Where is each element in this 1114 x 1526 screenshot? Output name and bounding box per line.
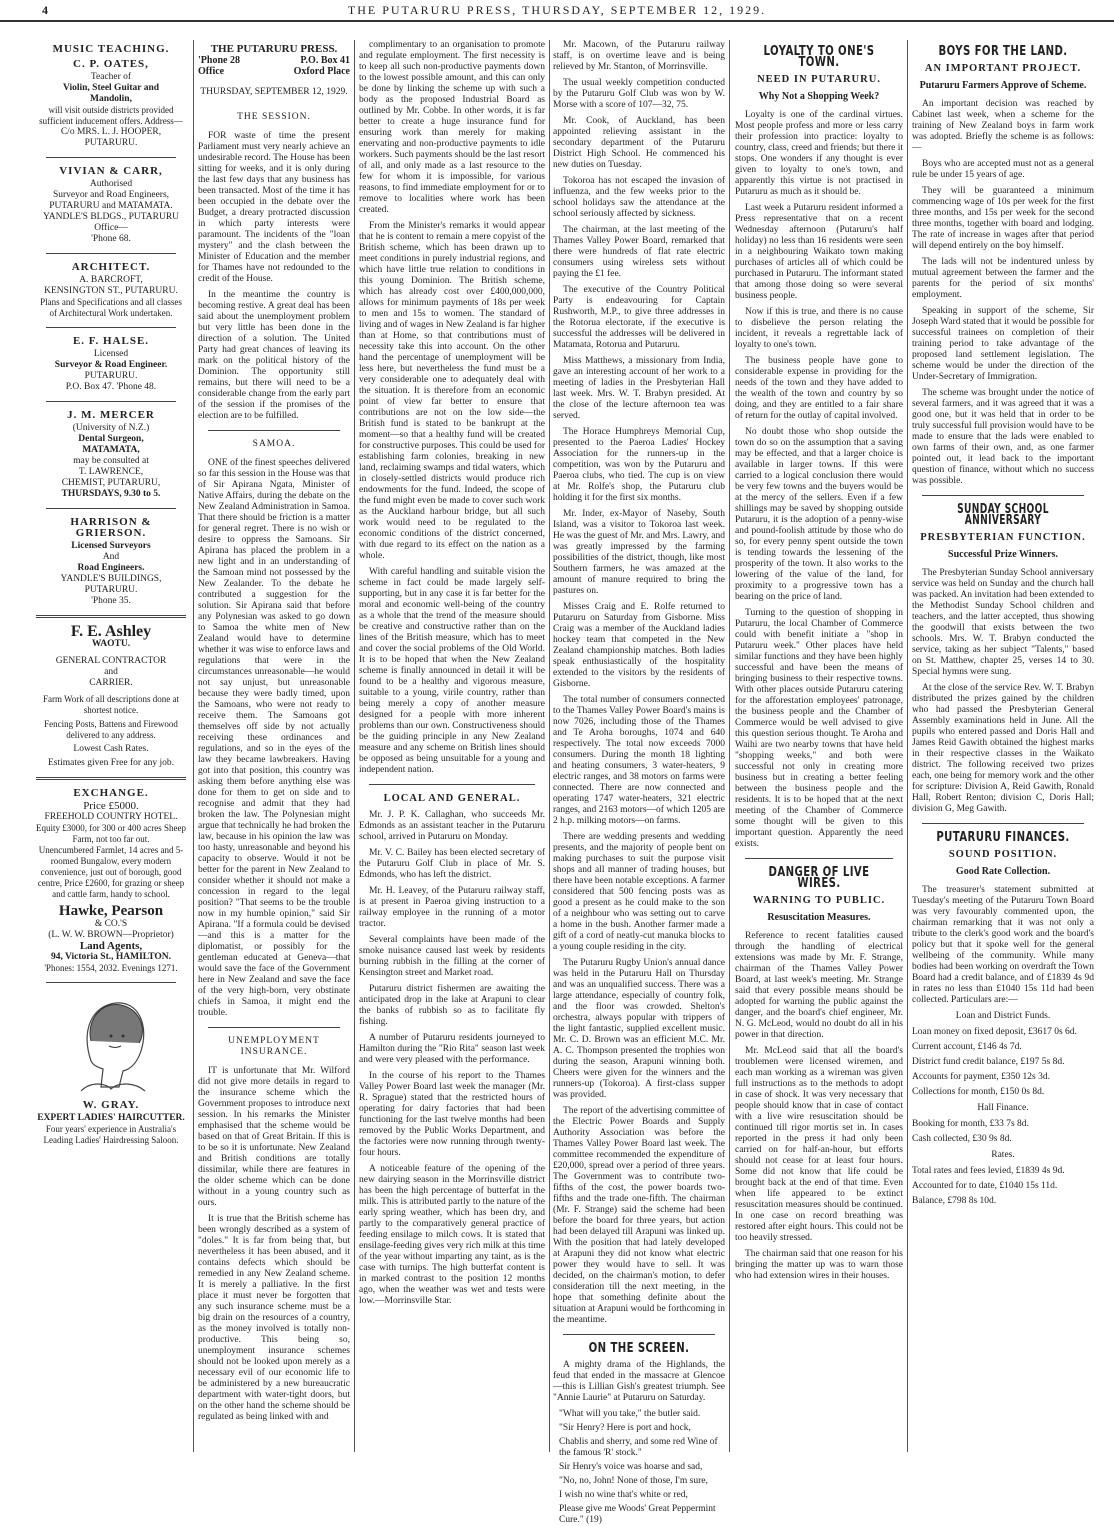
ad-text: Equity £3000, for 300 or 400 acres Sheep Farm, not too far out.: [36, 823, 186, 844]
divider: [922, 495, 1084, 496]
ad-price: Price £5000.: [83, 800, 139, 812]
ad-line: KENSINGTON ST., PUTARURU.: [44, 286, 178, 296]
ad-line: Violin, Steel Guitar and: [62, 83, 160, 93]
ad-exchange: [36, 788, 186, 900]
news-item: The total number of consumers connected to the Thames Valley Power Board's mains is now 7026, including those of the Thames and Te Aroha boroughs, 1074 and 640 respectively. The total now exceeds 7000 consumers. During the month 18 lighting and heating consumers, 3 water-heaters, 9 electric ranges, and 38 motors on farms were connected. There are now connected and operating 1747 water-heaters, 321 electric ranges, and 2163 motors—of which 1205 are 2 h.p. milking motors—on farms.: [553, 695, 725, 826]
divider: [46, 508, 176, 509]
finance-line: Accounts for payment, £350 12s 3d.: [912, 1072, 1050, 1082]
article-paragraph: FOR waste of time the present Parliament must very nearly achieve an undesirable record. The House has been sitting for weeks, and it is only during the last few days that any business has been transacted. Most of the time it has been occupied in the debate over the Budget, a dreary protracted discussion in which party interests were paramount. The incidents of the "loan mystery" and the clash between the Minister of Education and the member for Thames have not redounded to the credit of the House.: [198, 131, 350, 284]
ad-line: Estimates given Free for any job.: [47, 758, 175, 768]
paper-name: THE PUTARURU PRESS.: [210, 43, 338, 55]
ad-mercer: [36, 410, 186, 500]
divider: [46, 157, 176, 158]
article-heading: LOCAL AND GENERAL.: [383, 793, 521, 804]
ad-heading: VIVIAN & CARR,: [59, 165, 163, 177]
ad-line: Land Agents,: [79, 940, 143, 952]
ad-line: P.O. Box 47. 'Phone 48.: [65, 382, 157, 392]
news-item: Several complaints have been made of the smoke nuisance caused last week by residents burning rubbish in the filling at the corner of Kensington street and Market road.: [359, 935, 545, 978]
ad-line: Licensed Surveyors: [71, 541, 151, 551]
finance-line: Collections for month, £150 0s 8d.: [912, 1087, 1045, 1097]
news-item: A noticeable feature of the opening of the new dairying season in the Morrinsville district has been the high percentage of butterfat in the milk. This is attributed partly to the nature of the early spring weather, which has been dry, and partly to the comparatively general practice of feeding ensilage to milch cows. It is stated that ensilage-feeding gives very rich milk at this time of the year without imparting any taint, as is the case with turnips. The high butterfat content is in marked contrast to the position 12 months ago, when the weather was wet and tests were low.—Morrinsville Star.: [359, 1164, 545, 1306]
article-paragraph: Last week a Putaruru resident informed a Press representative that on a recent Wednesday afternoon (Putaruru's half holiday) no less than 16 residents were seen in a neighbouring Waikato town making purchases of articles all of which could be purchased in Putaruru. The informant stated that among those doing so were several business people.: [735, 203, 903, 301]
ad-heading: E. F. HALSE.: [72, 335, 150, 347]
finance-subheading: Hall Finance.: [977, 1103, 1029, 1113]
ad-halse: [36, 336, 186, 393]
ad-line: & CO.'S: [94, 919, 128, 929]
article-paragraph: The Presbyterian Sunday School anniversary service was held on Sunday and the church hall was packed. An invitation had been extended to the Methodist Sunday School children and teachers, and the latter accepted, thus showing the goodwill that exists between the two schools. Mrs. W. T. Brabyn conducted the service, taking as her subject "Talents," based on St. Matthew, chapter 25, verses 14 to 30. Special hymns were sung.: [912, 568, 1094, 677]
article-paragraph: An important decision was reached by Cabinet last week, when a scheme for the training of New Zealand boys in farm work was adopted. Briefly the scheme is as follows:—: [912, 99, 1094, 153]
ad-text: Fencing Posts, Battens and Firewood delivered to any address.: [44, 719, 178, 740]
column-loyalty: [735, 40, 903, 1450]
ad-line: YANDLE'S BLDGS., PUTARURU: [42, 212, 180, 222]
column-rule: [354, 40, 355, 1452]
ad-line: Licensed: [93, 349, 129, 359]
ad-line: FREEHOLD COUNTRY HOTEL.: [44, 812, 178, 822]
divider: [745, 858, 893, 859]
poem-line: Sir Henry's voice was hoarse and sad,: [559, 1462, 703, 1472]
ad-harrison-grierson: [36, 517, 186, 607]
poem-line: "Sir Henry? Here is port and hock,: [559, 1423, 691, 1433]
news-item: The report of the advertising committee of the Electric Power Boards and Supply Authority Association was before the Thames Valley Power Board last week. The committee recommended the expenditure of £20,000, spread over a period of three years. The Government was to contribute two-fifths of the cost, the power boards two-fifths and the trade one-fifth. The chairman (Mr. F. Strange) said the scheme had been before the board for three years, but action had been delayed till Arapuni was linked up. With the position that had lately developed at Arapuni they did not know what electric power they would have to sell. It was decided, on the chairman's motion, to defer consideration till the next meeting, in the hope that something definite about the situation at Arapuni would be forthcoming in the meantime.: [553, 1106, 725, 1325]
article-paragraph: A mighty drama of the Highlands, the feud that ended in the massacre at Glencoe—this is Lillian Gish's greatest triumph. See "Annie Laurie" at Putaruru on Saturday.: [553, 1360, 725, 1403]
ad-line: Surveyor and Road Engineers,: [52, 190, 170, 200]
article-subheading: Good Rate Collection.: [955, 866, 1051, 877]
article-paragraph: Reference to recent fatalities caused through the handling of electrical extensions was made by Mr. F. Strange, chairman of the Thames Valley Power Board, at last week's meeting. Mr. Strange said that every possible means should be adopted for warning the public against the danger, and the board's chief engineer, Mr. N. G. McLeod, would no doubt do all in his power in that direction.: [735, 931, 903, 1040]
article-paragraph: With careful handling and suitable vision the scheme in fact could be made largely self-supporting, but in any case it is far better for the moral and economic well-being of the country as a whole that the trend of the measure should be creative and constructive rather than on the lines of the British measure, which has to meet and cover the social problems of the Old World. It is to be hoped that when the New Zealand scheme is finally announced in detail it will be found to be a healthy and vigorous measure, suitable to a young, virile country, rather than being merely a copy of another measure designed for a people with more inherent problems than our own. Constructiveness should be the guiding principle in any New Zealand measure and any scheme on British lines should be opposed as being unsuitable for a young and independent nation.: [359, 567, 545, 775]
contact-row: [198, 55, 350, 66]
article-heading: SUNDAY SCHOOL ANNIVERSARY: [957, 502, 1049, 528]
ad-line: PUTARURU.: [84, 138, 138, 148]
article-paragraph: Turning to the question of shopping in Putaruru, the local Chamber of Commerce could with benefit initiate a "shop in Putaruru week." Other places have held similar functions and they have been highly successful and have been the means of bringing business to their respective towns. With other places outside Putaruru catering for the afforestation employees' patronage, the business people and the Chamber of Commerce would be well advised to give this question serious thought. Te Aroha and Waihi are two nearby towns that have held "shopping weeks," and both were successful not only in creating more business but in creating a better feeling between the business people and the residents. It is to be hoped that at the next meeting of the Chamber of Commerce some thought will be given to this important question. Apparently the need exists.: [735, 608, 903, 849]
article-paragraph: The treasurer's statement submitted at Tuesday's meeting of the Putaruru Town Board was very favourably commented upon, the chairman remarking that it was not only a tribute to the clerk's good work and the board's policy but that it spoke well for the general wellbeing of the community. While many bodies had been working on overdraft the Town Board had a credit balance, and of £1839 4s 9d in rates no less than £1040 15s 11d had been collected. Particulars are:—: [912, 885, 1094, 1005]
news-item: The Horace Humphreys Memorial Cup, presented to the Paeroa Ladies' Hockey Association for the runners-up in the competition, was won by the Putaruru and Paeroa clubs, who tied. The cup is on view at Mr. Rolfe's shop, the Putaruru club holding it for the first six months.: [553, 427, 725, 503]
article-paragraph: Now if this is true, and there is no cause to disbelieve the person relating the incident, it reveals a regrettable lack of loyalty to one's town.: [735, 307, 903, 350]
ad-line: Surveyor & Road Engineer.: [54, 360, 168, 370]
article-paragraph: They will be guaranteed a minimum commencing wage of 10s per week for the first three months, and 15s per week for the second three months, together with board and lodging. The rate of increase in wages after that period will depend entirely on the boy himself.: [912, 186, 1094, 251]
ad-line: 94, Victoria St., HAMILTON.: [50, 952, 172, 962]
ad-line: THURSDAYS, 9.30 to 5.: [61, 489, 161, 499]
news-item: Mr. H. Leavey, of the Putaruru railway staff, is at present in Paeroa giving instruction to a railway employee in the running of a motor tractor.: [359, 886, 545, 929]
office-label: Office: [198, 66, 225, 77]
article-heading: LOYALTY TO ONE'S TOWN.: [763, 44, 875, 70]
article-paragraph: The lads will not be indentured unless by mutual agreement between the farmer and the parents for the period of six months' employment.: [912, 257, 1094, 300]
article-paragraph: The business people have gone to considerable expense in providing for the needs of the town and they have added to the wealth of the town and country by so doing, and they are entitled to a fair share of return for the outlay of capital involved.: [735, 356, 903, 421]
ad-vivian-carr: [36, 166, 186, 245]
finance-line: Current account, £146 4s 7d.: [912, 1042, 1022, 1052]
news-item: Mr. J. P. K. Callaghan, who succeeds Mr. Edmonds as an assistant teacher in the Putaruru school, arrived in Putaruru on Monday.: [359, 810, 545, 842]
divider: [46, 253, 176, 254]
issue-date: THURSDAY, SEPTEMBER 12, 1929.: [200, 87, 348, 97]
ad-text: Four years' experience in Australia's Leading Ladies' Hairdressing Saloon.: [43, 1124, 179, 1145]
masthead: [0, 0, 1114, 22]
ad-line: MATAMATA,: [82, 445, 140, 455]
news-item: Mr. Macown, of the Putaruru railway staff, is on overtime leave and is being relieved by Mr. Stanton, of Morrinsville.: [553, 40, 725, 72]
news-item: Tokoroa has not escaped the invasion of influenza, and the few weeks prior to the school holidays saw the attendance at the school seriously affected by sickness.: [553, 176, 725, 219]
finance-line: Accounted for to date, £1040 15s 11d.: [912, 1181, 1058, 1191]
ad-line: T. LAWRENCE,: [78, 467, 144, 477]
article-heading: DANGER OF LIVE WIRES.: [768, 865, 870, 891]
news-item: Mr. Inder, ex-Mayor of Naseby, South Island, was a visitor to Tokoroa last week. He was the guest of Mr. and Mrs. Lawry, and was greatly impressed by the farming possibilities of the district, though, like most Southern farmers, he was amazed at the amount of manure required to bring the pastures on.: [553, 509, 725, 596]
article-paragraph: From the Minister's remarks it would appear that he is content to remain a mere copyist of the British scheme, which has been drawn up to meet conditions in purely industrial regions, and which have little true relation to conditions in this young Dominion. The British scheme, which has already cost over £400,000,000, allows for minimum payments of 18s per week to men and 15s to women. The standard of living and of wages in New Zealand is far higher than at Home, so that contributions must of necessity take this into account. On the other hand the percentage of unemployment will be less here, but nevertheless the fund must be a very considerable one to adequately deal with the situation. It is therefore from an economic point of view far better to ensure that contributions are not on the low side—the British fund is stated to be bankrupt at the moment—so that a healthy fund will be created for constructive purposes. This could be used for establishing farm colonies, breaking in new land, reclaiming swamps and tidal waters, which in closely-settled districts would produce rich endowments for the fund. Indeed, the scope of the fund might even be made to cover such work as the Auckland harbour bridge, but all such work would need to be regulated to the economic conditions of the district concerned, with due regard to its effect on the nation as a whole.: [359, 221, 545, 561]
ad-line: Teacher of: [90, 72, 132, 82]
ad-line: 'Phone 68.: [91, 234, 131, 244]
article-heading: THE SESSION.: [237, 112, 311, 122]
ad-line: PUTARURU and MATAMATA.: [49, 201, 173, 211]
poem-line: "No, no, John! None of those, I'm sure,: [559, 1476, 708, 1486]
ad-line: Authorised: [89, 179, 133, 189]
poem-line: Please give me Woods' Great Peppermint Cure." (19): [559, 1504, 716, 1525]
article-subheading: SOUND POSITION.: [948, 849, 1058, 860]
divider: [563, 1334, 715, 1335]
portrait-illustration: [61, 991, 161, 1096]
finance-subheading: Rates.: [991, 1150, 1015, 1160]
office-place: Oxford Place: [293, 66, 350, 77]
article-heading: ON THE SCREEN.: [588, 1341, 690, 1356]
finance-line: Loan money on fixed deposit, £3617 0s 6d.: [912, 1027, 1077, 1037]
news-item: Mr. V. C. Bailey has been elected secretary of the Putaruru Golf Club in place of Mr. S. Edmonds, who has left the district.: [359, 848, 545, 880]
ad-music-teaching: [36, 44, 186, 149]
article-heading: PUTARURU FINANCES.: [936, 830, 1070, 845]
ad-hawke-pearson: [36, 903, 186, 974]
ad-text: Plans and Specifications and all classes of Architectural Work undertaken.: [40, 297, 182, 318]
finance-line: Total rates and fees levied, £1839 4s 9d.: [912, 1166, 1065, 1176]
ad-line: EXPERT LADIES' HAIRCUTTER.: [37, 1113, 185, 1123]
ad-name: A. BARCROFT,: [79, 275, 143, 285]
news-item: The usual weekly competition conducted by the Putaruru Golf Club was won by W. Morse with a score of 107—32, 75.: [553, 78, 725, 110]
column-rule: [549, 40, 550, 1452]
article-heading: SAMOA.: [252, 439, 296, 449]
column-editorial-continued: [359, 40, 545, 1450]
ad-gray-haircutter: [36, 991, 186, 1146]
ad-name: C. P. OATES,: [73, 58, 149, 70]
ad-heading: ARCHITECT.: [71, 261, 151, 273]
ad-line: CARRIER.: [89, 678, 133, 688]
divider: [46, 327, 176, 328]
ad-heading: F. E. Ashley: [70, 623, 152, 640]
ad-heading: MUSIC TEACHING.: [52, 43, 170, 55]
article-subheading: Putaruru Farmers Approve of Scheme.: [919, 80, 1087, 91]
divider: [46, 401, 176, 402]
article-paragraph: In the meantime the country is becoming restive. A great deal has been said about the unemployment problem but very little has been done in the direction of a solution. The United Party had great chances of leaving its mark on the political history of the Dominion. The opportunity still remains, but there will need to be a considerable change from the early part of the session if the promises of the election are to be fulfilled.: [198, 290, 350, 421]
column-rule: [907, 40, 908, 1452]
ad-line: Office—: [94, 223, 128, 233]
ad-line: Mandolin,: [90, 94, 132, 104]
news-item: There are wedding presents and wedding presents, and the majority of people bent on making purchases to suit the purpose visit shops and all manner of trading houses, but there have been notable exceptions. A farmer considered that 500 fencing posts was as good a present as he could make to the son of a neighbour who was setting out to carve a home in the bush. Another farmer made a gift of a cord of neatly-cut manuka blocks to a young couple residing in the city.: [553, 832, 725, 952]
divider: [208, 1027, 340, 1028]
news-item: In the course of his report to the Thames Valley Power Board last week the manager (Mr. R. Sprague) stated that the restricted hours of operating for dairy factories that had been functioning for the last twelve months had been removed by the Public Works Department, and the factories were now running through twenty-four hours.: [359, 1071, 545, 1158]
article-paragraph: Loyalty is one of the cardinal virtues. Most people profess and more or less carry their profession into practice: loyalty to country, class, creed and friends; but there it stops. One wonders if any thought is ever given to loyalty to one's town, and apparently this virtue is not practised in Putaruru as much as it should be.: [735, 110, 903, 197]
article-paragraph: It is true that the British scheme has been wrongly described as a system of "doles." It is far from being that, but nevertheless it has been abused, and it contains defects which should be remedied in any New Zealand scheme. It is merely a palliative. In the first place it must never be forgotten that any such insurance scheme must be a big drain on the resources of a country, as the money involved is totally non-productive. This being so, unemployment insurance schemes should not be looked upon merely as a necessary evil of our economic life to be administered by a new bureaucratic department with water-tight doors, but on the other hand the scheme should be regulated as being linked with and: [198, 1214, 350, 1422]
article-paragraph: The chairman said that one reason for his bringing the matter up was to warn those who had extension wires in their houses.: [735, 1249, 903, 1281]
ad-line: CHEMIST, PUTARURU,: [61, 478, 161, 488]
news-item: The executive of the Country Political Party is endeavouring for Captain Rushworth, M.P., to give three addresses in the Rotorua electorate, if the executive is successful the addresses will be delivered in Matamata, Rotorua and Putaruru.: [553, 285, 725, 350]
article-paragraph: IT is unfortunate that Mr. Wilford did not give more details in regard to the insurance scheme which the Government proposes to introduce next session. In his remarks the Minister emphasised that the scheme would be based on that of Great Britain. If this is to be so it is unfortunate. New Zealand and British conditions are totally dissimilar, while there are features in the older scheme which can be done without in a young country such as ours.: [198, 1066, 350, 1208]
article-paragraph: Boys who are accepted must not as a general rule be under 15 years of age.: [912, 159, 1094, 180]
ad-heading: HARRISON & GRIERSON.: [70, 516, 152, 539]
ad-line: Road Engineers.: [77, 563, 145, 573]
news-item: Misses Craig and E. Rolfe returned to Putaruru on Saturday from Gisborne. Miss Craig was a member of the Auckland ladies hockey team that competed in the New Zealand championship matches. Both ladies speak enthusiastically of the hospitality extended to the visitors by the residents of Gisborne.: [553, 602, 725, 689]
ad-line: PUTARURU.: [84, 371, 138, 381]
article-paragraph: Mr. McLeod said that all the board's troublemen were licensed wiremen, and each man working as a wireman was given full instructions as to the methods to adopt in case of shock. It was very necessary that people should know that in case of contact with a live wire resuscitation should be continued till rigor mortis set in. In cases reported in the press it had only been carried on for half-an-hour, but efforts should not cease for at least four hours. Some did not know that life could be brought back at the end of that time. Even when life appeared to be extinct resuscitation measures should be continued. In one case on record breathing was restored after eight hours. This could not be too heavily stressed.: [735, 1046, 903, 1243]
article-heading: BOYS FOR THE LAND.: [938, 44, 1068, 59]
ad-line: Lowest Cash Rates.: [73, 744, 149, 754]
ad-line: C/o MRS. L. J. HOOPER,: [60, 127, 162, 137]
contact-row: [198, 66, 350, 77]
divider: [36, 777, 186, 780]
finance-line: Cash collected, £30 9s 8d.: [912, 1134, 1012, 1144]
column-features: [912, 40, 1094, 1450]
ad-line: may be consulted at: [73, 456, 149, 466]
ad-line: 'Phones: 1554, 2032. Evenings 1271.: [44, 963, 178, 973]
divider: [36, 615, 186, 618]
column-rule: [193, 40, 194, 1452]
divider: [46, 982, 176, 983]
article-subheading: PRESBYTERIAN FUNCTION.: [920, 532, 1086, 543]
divider: [369, 784, 535, 785]
news-item: Putaruru district fishermen are awaiting the anticipated drop in the lake at Arapuni to clear the banks of rubbish so as to facilitate fly fishing.: [359, 984, 545, 1027]
news-item: The chairman, at the last meeting of the Thames Valley Power Board, remarked that there were hundreds of flat rate electric consumers using wireless sets without paying the £1 fee.: [553, 225, 725, 279]
ad-line: Dental Surgeon,: [78, 434, 144, 444]
page-number: 4: [42, 3, 50, 17]
po-box: P.O. Box 41: [300, 55, 350, 66]
news-item: The Putaruru Rugby Union's annual dance was held in the Putaruru Hall on Thursday and was an unqualified success. There was a large attendance, especially of country folk, and the floor was crowded. Shelton's orchestra, always popular with trippers of the light fantastic, supplied excellent music. Mr. C. D. Brown was an efficient M.C. Mr. A. C. Thompson presented the trophies won during the season, Arapuni winning both. Cheers were given for the winners and the runners-up (Tokoroa). A first-class supper was provided.: [553, 958, 725, 1100]
article-subheading: NEED IN PUTARURU.: [757, 74, 881, 85]
ad-line: 'Phone 35.: [91, 596, 131, 606]
article-heading: UNEMPLOYMENT INSURANCE.: [228, 1036, 320, 1057]
column-rule: [729, 40, 730, 1452]
poem-line: I wish no wine that's white or red,: [559, 1490, 688, 1500]
column-editorial: [198, 40, 350, 1450]
ad-line: and: [104, 667, 118, 677]
ad-name: W. GRAY.: [82, 1099, 140, 1111]
article-subheading: Successful Prize Winners.: [948, 549, 1058, 560]
article-subheading: WARNING TO PUBLIC.: [752, 895, 886, 906]
finance-subheading: Loan and District Funds.: [955, 1011, 1051, 1021]
ad-line: GENERAL CONTRACTOR: [55, 656, 167, 666]
ad-heading: J. M. MERCER: [67, 409, 155, 421]
article-paragraph: Speaking in support of the scheme, Sir Joseph Ward stated that it would be possible for successful trainees on completion of their training period to take advantage of the proposed land settlement legislation. The scheme would be under the direction of the Under-Secretary of Immigration.: [912, 306, 1094, 382]
ad-line: And: [102, 552, 120, 562]
ad-text: will visit outside districts provided sufficient inducement offers. Address—: [39, 105, 183, 126]
article-paragraph: complimentary to an organisation to promote and regulate employment. The first necessity is to keep all such non-productive payments down to the lowest possible amount, and this can only be done by linking the scheme up with such a body as the proposed Industrial Board as outlined by Mr. Cobbe. In other words, it is far better to create a huge insurance fund for ensuring work than merely for making enervating and non-productive payments to idle workers. Such payments should be the last resort of all, and only made as a last resource to the few for whom it is impossible, for various reasons, to find immediate employment for or to remove to localities where work has been created.: [359, 40, 545, 215]
newspaper-header: THE PUTARURU PRESS, THURSDAY, SEPTEMBER 12, 1929.: [347, 3, 767, 17]
ad-line: YANDLE'S BUILDINGS,: [60, 574, 162, 584]
news-item: Miss Matthews, a missionary from India, gave an interesting account of her work to a meeting of ladies in the Presbyterian Hall last week. Mrs. W. T. Brabyn presided. At the close of the lecture afternoon tea was served.: [553, 356, 725, 421]
ad-heading: Hawke, Pearson: [58, 903, 164, 919]
article-paragraph: At the close of the service Rev. W. T. Brabyn distributed the prizes gained by the children who had passed the Presbyterian General Assembly examinations held in June. All the pupils who entered passed and Doris Hall and James Reid Gawith obtained the highest marks in their respective classes in the Waikato district. The following received two prizes each, one being for memory work and the other for scripture: Division A, Reid Gawith, Ronald Hall, Robert Renton; division C, Doris Hall; division G, Meg Gawith.: [912, 683, 1094, 814]
news-item: Mr. Cook, of Auckland, has been appointed relieving assistant in the secondary department of the Putaruru District High School. He commenced his new duties on Tuesday.: [553, 116, 725, 170]
ad-ashley: [36, 623, 186, 769]
ad-line: (University of N.Z.): [72, 423, 150, 433]
divider: [922, 823, 1084, 824]
ad-text: Unencumbered Farmlet, 14 acres and 5-roomed Bungalow, every modern convenience, just out of borough, good centre, Price £2600, for grazing or sheep and cattle farm, handy to school.: [37, 845, 185, 899]
divider: [208, 430, 340, 431]
ad-line: WAOTU.: [91, 639, 131, 649]
news-item: A number of Putaruru residents journeyed to Hamilton during the "Rio Rita" season last week and were very pleased with the performance.: [359, 1033, 545, 1065]
finance-line: District fund credit balance, £197 5s 8d.: [912, 1057, 1065, 1067]
article-subheading: Resuscitation Measures.: [767, 912, 871, 923]
article-subheading: Why Not a Shopping Week?: [758, 91, 880, 102]
ad-heading: EXCHANGE.: [73, 787, 149, 799]
ad-architect: [36, 262, 186, 319]
ad-line: PUTARURU.: [84, 585, 138, 595]
phone: 'Phone 28: [198, 55, 240, 66]
finance-line: Balance, £798 8s 10d.: [912, 1196, 997, 1206]
article-paragraph: ONE of the finest speeches delivered so far this session in the House was that of Sir Apirana Ngata, Minister of Native Affairs, during the debate on the New Zealand Administration in Samoa. That there should be friction is a matter for general regret. There is no wish or desire to oppress the Samoans. Sir Apirana has placed the problem in a new light and in an understanding of the Samoan mind not possessed by the New Zealander. To the debate he contributed a suggestion for the solution. Sir Apirana said that before any Polynesian was asked to go down to Samoa the white men of New Zealand would have to determine whether it was wise to enforce laws and regulations that were in the circumstances unreasonable—he would not say unjust, but unreasonable because they were badly timed, upon the Samoans, who were not ready to receive them. The Samoans got themselves off side by not actually receiving these ordinances and regulations, and so in the eyes of the law they became lawbreakers. Having got into that position, this country was asking them before anything else was done for them to get on side and to recognise and admit that they had broken the law. The Polynesian might argue that technically he had broken the law, because in his opinion the law was too hasty, unreasonable and beyond his capacity to observe. Would it not be better for the parent in New Zealand to consider whether it should not make a concession in regard to the legal position? "That seems to be the trouble now in my humble opinion," said Sir Apirana. "If a formula could be devised—and this is a matter for the diplomatist, or possibly for the gentleman educated at Geneva—that would save the face of the Government here in New Zealand and save the face of the very high-born, very obstinate chiefs in Samoa, it might end the trouble.: [198, 458, 350, 1018]
poem-line: Chablis and sherry, and some red Wine of the famous 'R' stock.": [559, 1437, 718, 1458]
ad-line: (L. W. W. BROWN—Proprietor): [48, 930, 174, 940]
poem-line: "What will you take," the butler said.: [559, 1409, 701, 1419]
article-paragraph: The scheme was brought under the notice of several farmers, and it was agreed that it was a good one, but it was held that in order to be truly successful full provision would have to be made to ensure that the lads were enabled to own farms of their own, and, as one farmer pointed out, it lead back to the important question of finance, without which no success was possible.: [912, 388, 1094, 486]
column-advertisements: [36, 40, 186, 1450]
ad-text: Farm Work of all descriptions done at shortest notice.: [42, 694, 180, 715]
column-local-news: [553, 40, 725, 1525]
finance-line: Booking for month, £33 7s 8d.: [912, 1119, 1029, 1129]
article-paragraph: No doubt those who shop outside the town do so on the assumption that a saving may be effected, and that a larger choice is available in larger towns. If this were carried to a logical conclusion there would be very few towns and the buyers would be at the mercy of the sellers. Even if a few shillings may be saved by shopping outside Putaruru, it is the adoption of a penny-wise and pound-foolish attitude by those who do so, for every penny spent outside the town is tending towards the lessening of the prosperity of the town. It also works to the lowering of the value of the land, for proximity to a progressive town has a bearing on the price of land.: [735, 427, 903, 602]
article-subheading: AN IMPORTANT PROJECT.: [924, 63, 1082, 74]
